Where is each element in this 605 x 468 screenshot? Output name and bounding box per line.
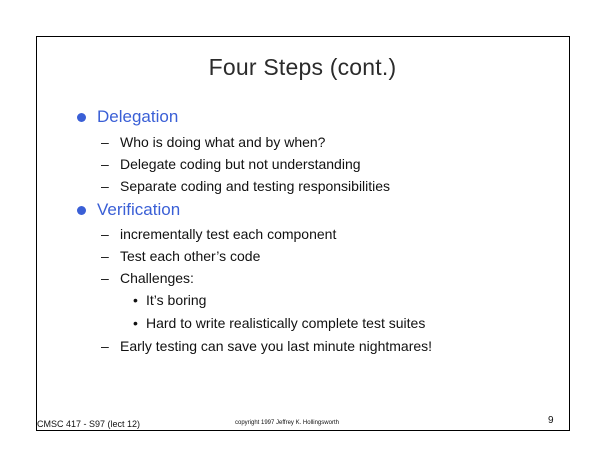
bullet-delegation — [77, 106, 178, 128]
bullet-dot-icon — [77, 206, 86, 215]
list-item-text: Who is doing what and by when? — [120, 134, 326, 150]
list-item-text: Early testing can save you last minute nightmares! — [120, 338, 433, 354]
list-item-text: Separate coding and testing responsibilities — [120, 178, 391, 194]
list-item-text: Challenges: — [120, 270, 194, 286]
dash-icon: – — [101, 270, 109, 286]
sub-bullet-icon: • — [133, 315, 138, 331]
list-item — [101, 336, 432, 356]
list-item — [101, 132, 325, 152]
page-number: 9 — [548, 415, 554, 426]
list-item — [101, 268, 194, 288]
list-item — [101, 246, 260, 266]
sub-bullet-icon: • — [133, 292, 138, 308]
list-item — [101, 154, 361, 174]
dash-icon: – — [101, 248, 109, 264]
list-item-text: incrementally test each component — [120, 226, 337, 242]
dash-icon: – — [101, 226, 109, 242]
list-item — [101, 224, 336, 244]
sub-list-item — [133, 313, 425, 333]
dash-icon: – — [101, 338, 109, 354]
sub-list-item-text: Hard to write realistically complete test suites — [146, 315, 426, 331]
section-heading: Delegation — [97, 107, 179, 126]
list-item-text: Delegate coding but not understanding — [120, 156, 361, 172]
bullet-verification — [77, 199, 180, 221]
slide-title: Four Steps (cont.) — [208, 54, 397, 80]
footer-copyright: copyright 1997 Jeffrey K. Hollingsworth — [235, 420, 339, 426]
list-item-text: Test each other’s code — [120, 248, 261, 264]
list-item — [101, 176, 390, 196]
section-heading: Verification — [97, 200, 181, 219]
bullet-dot-icon — [77, 113, 86, 122]
dash-icon: – — [101, 156, 109, 172]
footer-course-label: CMSC 417 - S97 (lect 12) — [37, 419, 141, 429]
sub-list-item-text: It’s boring — [146, 292, 207, 308]
dash-icon: – — [101, 178, 109, 194]
sub-list-item — [133, 290, 206, 310]
dash-icon: – — [101, 134, 109, 150]
